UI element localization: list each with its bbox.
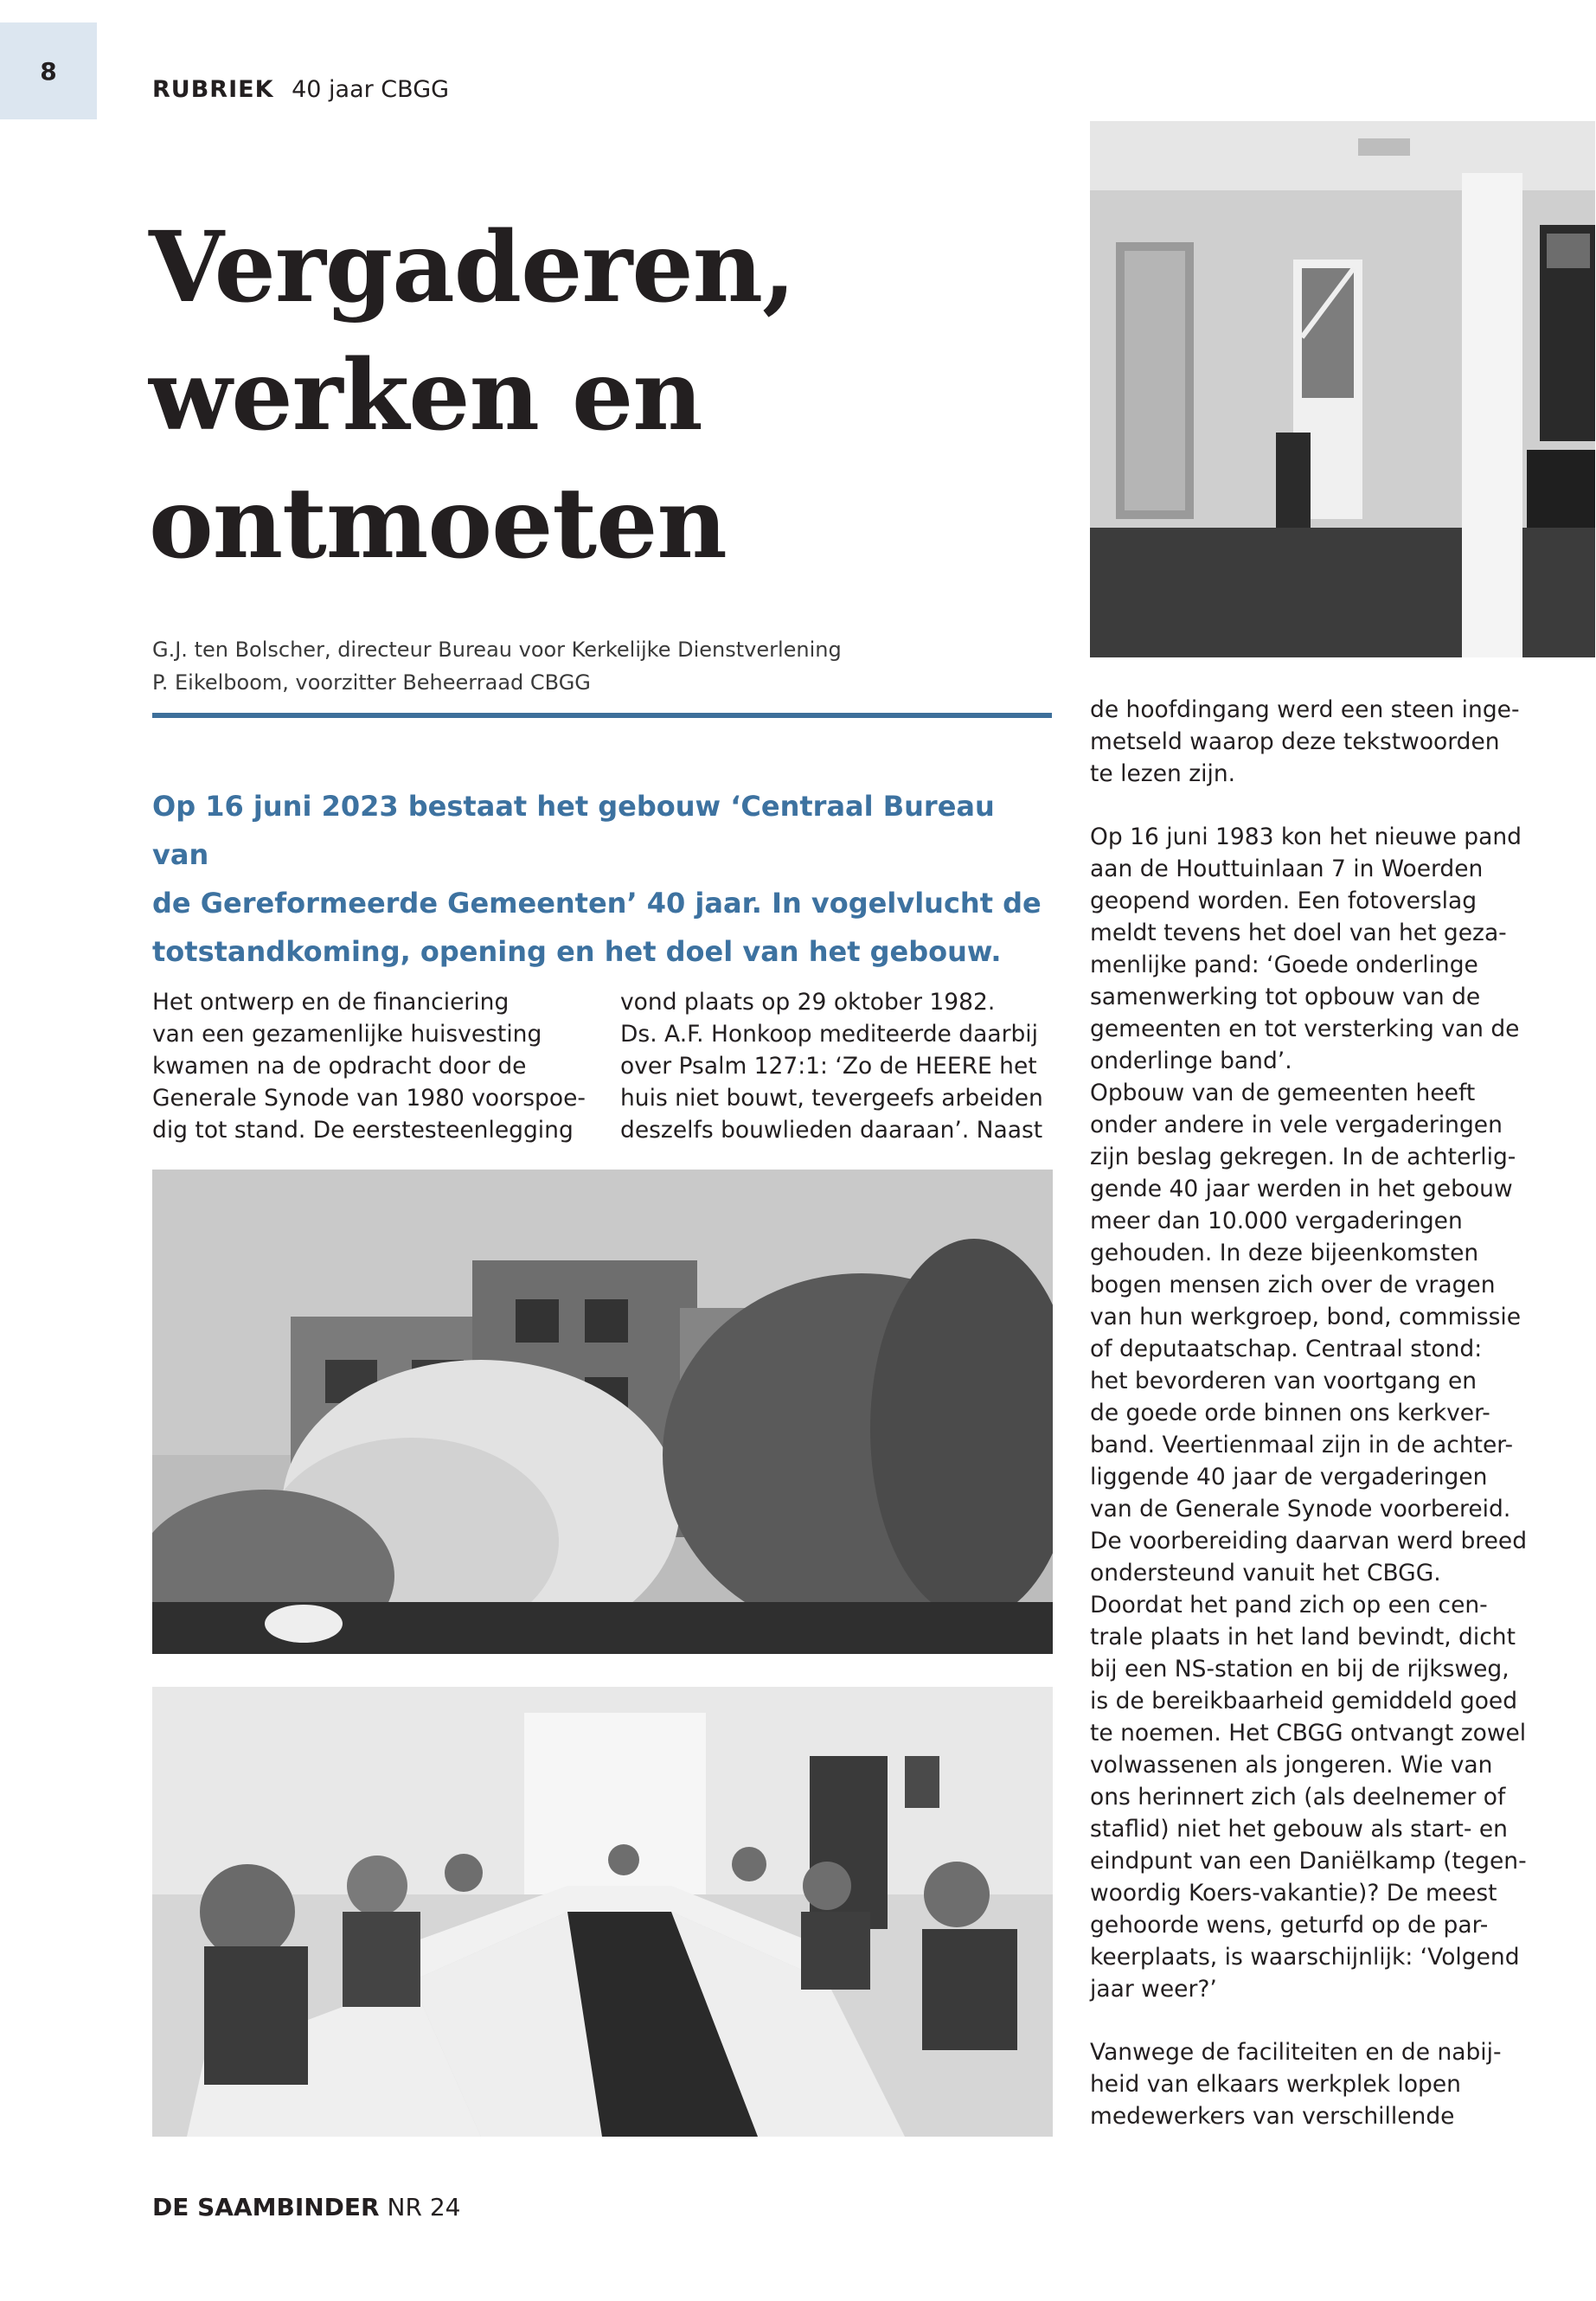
- text-line: van de Generale Synode voorbereid.: [1090, 1496, 1511, 1522]
- body-column-1: [152, 986, 602, 1146]
- text-line: de hoofdingang werd een steen inge-: [1090, 696, 1520, 723]
- text-line: onderlinge band’.: [1090, 1048, 1292, 1074]
- building-photo: [152, 1170, 1053, 1654]
- text-line: band. Veertienmaal zijn in de achter-: [1090, 1432, 1514, 1458]
- rubric-label: RUBRIEK: [152, 76, 274, 103]
- article-title: [149, 204, 1014, 588]
- author-line: P. Eikelboom, voorzitter Beheerraad CBGG: [152, 670, 591, 695]
- text-line: bogen mensen zich over de vragen: [1090, 1272, 1496, 1298]
- text-line: gehouden. In deze bijeenkomsten: [1090, 1240, 1479, 1266]
- text-line: onder andere in vele vergaderingen: [1090, 1112, 1503, 1138]
- title-line: werken en: [149, 339, 702, 452]
- text-line: Ds. A.F. Honkoop mediteerde daarbij: [620, 1021, 1039, 1048]
- paragraph: [1090, 2036, 1540, 2132]
- text-line: het bevorderen van voortgang en: [1090, 1368, 1477, 1394]
- text-line: Generale Synode van 1980 voorspoe-: [152, 1085, 586, 1112]
- text-line: over Psalm 127:1: ‘Zo de HEERE het: [620, 1053, 1037, 1080]
- text-line: huis niet bouwt, tevergeefs arbeiden: [620, 1085, 1043, 1112]
- page-number: 8: [40, 56, 57, 86]
- intro-line: Op 16 juni 2023 bestaat het gebouw ‘Centraal Bureau van: [152, 790, 995, 871]
- text-line: aan de Houttuinlaan 7 in Woerden: [1090, 856, 1484, 882]
- rubric-header: [152, 76, 449, 103]
- text-line: is de bereikbaarheid gemiddeld goed: [1090, 1688, 1518, 1715]
- issue-number: NR 24: [387, 2193, 461, 2221]
- text-line: kwamen na de opdracht door de: [152, 1053, 527, 1080]
- body-column-2: [620, 986, 1053, 1146]
- intro-lead: [152, 782, 1052, 976]
- hallway-photo: [1090, 121, 1595, 657]
- text-line: of deputaatschap. Centraal stond:: [1090, 1336, 1483, 1362]
- text-line: gemeenten en tot versterking van de: [1090, 1016, 1520, 1042]
- text-line: dig tot stand. De eerstesteenlegging: [152, 1117, 574, 1144]
- text-line: Op 16 juni 1983 kon het nieuwe pand: [1090, 824, 1522, 850]
- text-line: meldt tevens het doel van het geza-: [1090, 920, 1507, 946]
- text-line: zijn beslag gekregen. In de achterlig-: [1090, 1144, 1516, 1170]
- intro-line: totstandkoming, opening en het doel van het gebouw.: [152, 935, 1002, 968]
- text-line: geopend worden. Een fotoverslag: [1090, 888, 1477, 914]
- meeting-room-photo: [152, 1687, 1053, 2137]
- text-line: jaar weer?’: [1090, 1976, 1217, 2003]
- divider-rule: [152, 713, 1052, 718]
- magazine-name: DE SAAMBINDER: [152, 2193, 380, 2221]
- text-line: gende 40 jaar werden in het gebouw: [1090, 1176, 1513, 1202]
- text-line: vond plaats op 29 oktober 1982.: [620, 989, 996, 1016]
- title-line: Vergaderen,: [149, 211, 796, 324]
- text-line: menlijke pand: ‘Goede onderlinge: [1090, 952, 1478, 978]
- text-line: te noemen. Het CBGG ontvangt zowel: [1090, 1720, 1527, 1747]
- text-line: van een gezamenlijke huisvesting: [152, 1021, 542, 1048]
- text-line: Opbouw van de gemeenten heeft: [1090, 1080, 1476, 1106]
- text-line: volwassenen als jongeren. Wie van: [1090, 1752, 1493, 1779]
- footer: [152, 2193, 460, 2221]
- text-line: trale plaats in het land bevindt, dicht: [1090, 1624, 1516, 1650]
- text-line: medewerkers van verschillende: [1090, 2103, 1455, 2130]
- intro-line: de Gereformeerde Gemeenten’ 40 jaar. In vogelvlucht de: [152, 887, 1042, 920]
- text-line: keerplaats, is waarschijnlijk: ‘Volgend: [1090, 1944, 1520, 1971]
- text-line: eindpunt van een Daniëlkamp (tegen-: [1090, 1848, 1527, 1875]
- byline: [152, 633, 842, 699]
- text-line: staflid) niet het gebouw als start- en: [1090, 1816, 1508, 1843]
- title-line: ontmoeten: [149, 467, 727, 580]
- text-line: meer dan 10.000 vergaderingen: [1090, 1208, 1463, 1234]
- text-line: heid van elkaars werkplek lopen: [1090, 2071, 1461, 2098]
- text-line: bij een NS-station en bij de rijksweg,: [1090, 1656, 1509, 1682]
- text-line: Het ontwerp en de financiering: [152, 989, 510, 1016]
- paragraph: [1090, 821, 1540, 1077]
- page-number-box: [0, 22, 97, 119]
- text-line: samenwerking tot opbouw van de: [1090, 984, 1481, 1010]
- text-line: Doordat het pand zich op een cen-: [1090, 1592, 1488, 1618]
- text-line: van hun werkgroep, bond, commissie: [1090, 1304, 1522, 1330]
- text-line: De voorbereiding daarvan werd breed: [1090, 1528, 1528, 1554]
- body-column-3: [1090, 694, 1540, 2132]
- text-line: metseld waarop deze tekstwoorden: [1090, 728, 1500, 755]
- paragraph: [1090, 694, 1540, 790]
- text-line: liggende 40 jaar de vergaderingen: [1090, 1464, 1488, 1490]
- text-line: ons herinnert zich (als deelnemer of: [1090, 1784, 1506, 1811]
- text-line: gehoorde wens, geturfd op de par-: [1090, 1912, 1489, 1939]
- text-line: woordig Koers-vakantie)? De meest: [1090, 1880, 1497, 1907]
- text-line: ondersteund vanuit het CBGG.: [1090, 1560, 1441, 1586]
- author-line: G.J. ten Bolscher, directeur Bureau voor Kerkelijke Dienstverlening: [152, 638, 842, 662]
- text-line: Vanwege de faciliteiten en de nabij-: [1090, 2039, 1502, 2066]
- text-line: deszelfs bouwlieden daaraan’. Naast: [620, 1117, 1043, 1144]
- rubric-topic: 40 jaar CBGG: [292, 76, 450, 103]
- text-line: te lezen zijn.: [1090, 760, 1236, 787]
- paragraph: [1090, 1077, 1540, 2005]
- text-line: de goede orde binnen ons kerkver-: [1090, 1400, 1490, 1426]
